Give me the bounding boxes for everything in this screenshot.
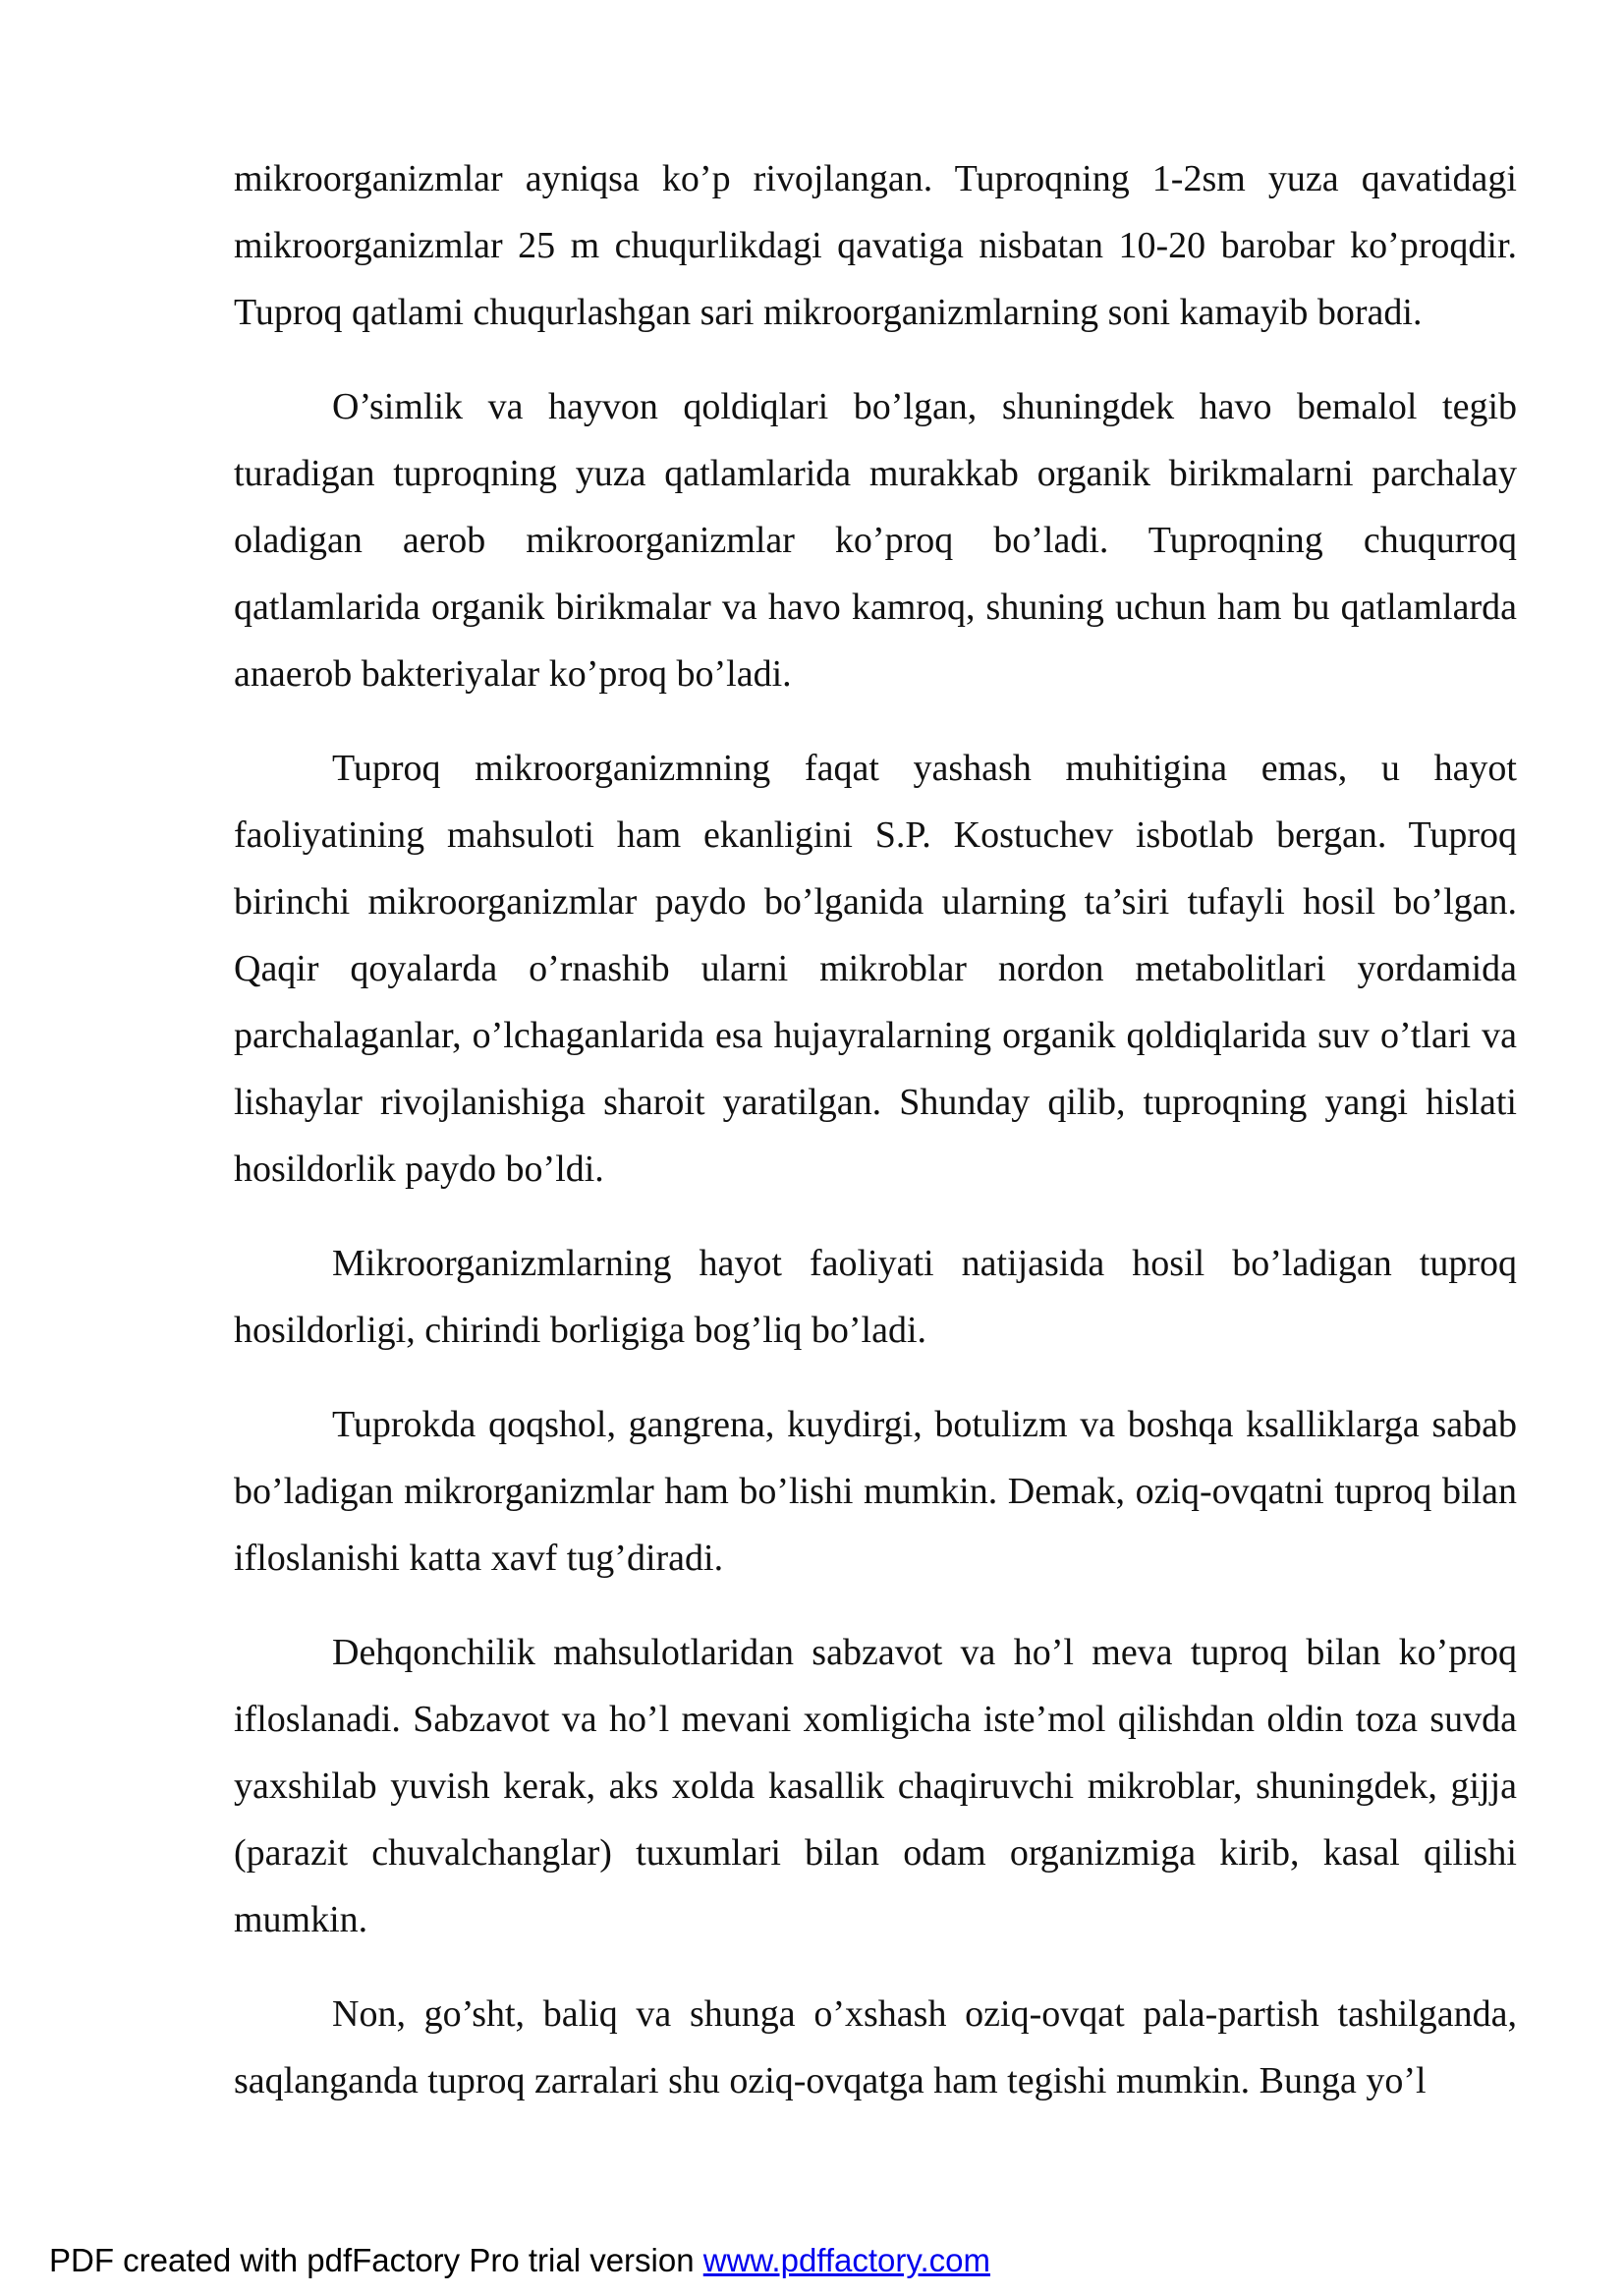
footer-text: PDF created with pdfFactory Pro trial version	[49, 2242, 703, 2278]
paragraph-3: Tuproq mikroorganizmning faqat yashash muhitigina emas, u hayot faoliyatining mahsuloti ham ekanligini S.P. Kostuchev isbotlab bergan. Tuproq birinchi mikroorganizmlar paydo bo’lganida ularning ta’siri tufayli hosil bo’lgan. Qaqir qoyalarda o’rnashib ularni mikroblar nordon metabolitlari yordamida parchalaganlar, o’lchaganlarida esa hujayralarning organik qoldiqlarida suv o’tlari va lishaylar rivojlanishiga sharoit yaratilgan. Shunday qilib, tuproqning yangi hislati hosildorlik paydo bo’ldi.	[234, 748, 1517, 1190]
paragraph-1: mikroorganizmlar ayniqsa ko’p rivojlangan. Tuproqning 1-2sm yuza qavatidagi mikroorganizmlar 25 m chuqurlikdagi qavatiga nisbatan 10-20 barobar ko’proqdir. Tuproq qatlami chuqurlashgan sari mikroorganizmlarning soni kamayib boradi.	[234, 158, 1517, 333]
paragraph-7: Non, go’sht, baliq va shunga o’xshash oziq-ovqat pala-partish tashilganda, saqlanganda tuproq zarralari shu oziq-ovqatga ham tegishi mumkin. Bunga yo’l	[234, 1993, 1517, 2101]
footer-link[interactable]: www.pdffactory.com	[702, 2242, 990, 2278]
paragraph-2: O’simlik va hayvon qoldiqlari bo’lgan, shuningdek havo bemalol tegib turadigan tuproqning yuza qatlamlarida murakkab organik birikmalarni parchalay oladigan aerob mikroorganizmlar ko’proq bo’ladi. Tuproqning chuqurroq qatlamlarida organik birikmalar va havo kamroq, shuning uchun ham bu qatlamlarda anaerob bakteriyalar ko’proq bo’ladi.	[234, 386, 1517, 695]
pdf-footer	[49, 2242, 990, 2279]
paragraph-5: Tuprokda qoqshol, gangrena, kuydirgi, botulizm va boshqa ksalliklarga sabab bo’ladigan mikrorganizmlar ham bo’lishi mumkin. Demak, oziq-ovqatni tuproq bilan ifloslanishi katta xavf tug’diradi.	[234, 1404, 1517, 1579]
paragraph-6: Dehqonchilik mahsulotlaridan sabzavot va ho’l meva tuproq bilan ko’proq ifloslanadi. Sabzavot va ho’l mevani xomligicha iste’mol qilishdan oldin toza suvda yaxshilab yuvish kerak, aks xolda kasallik chaqiruvchi mikroblar, shuningdek, gijja (parazit chuvalchanglar) tuxumlari bilan odam organizmiga kirib, kasal qilishi mumkin.	[234, 1632, 1517, 1940]
document-body	[234, 145, 1517, 2142]
paragraph-4: Mikroorganizmlarning hayot faoliyati natijasida hosil bo’ladigan tuproq hosildorligi, chirindi borligiga bog’liq bo’ladi.	[234, 1243, 1517, 1351]
